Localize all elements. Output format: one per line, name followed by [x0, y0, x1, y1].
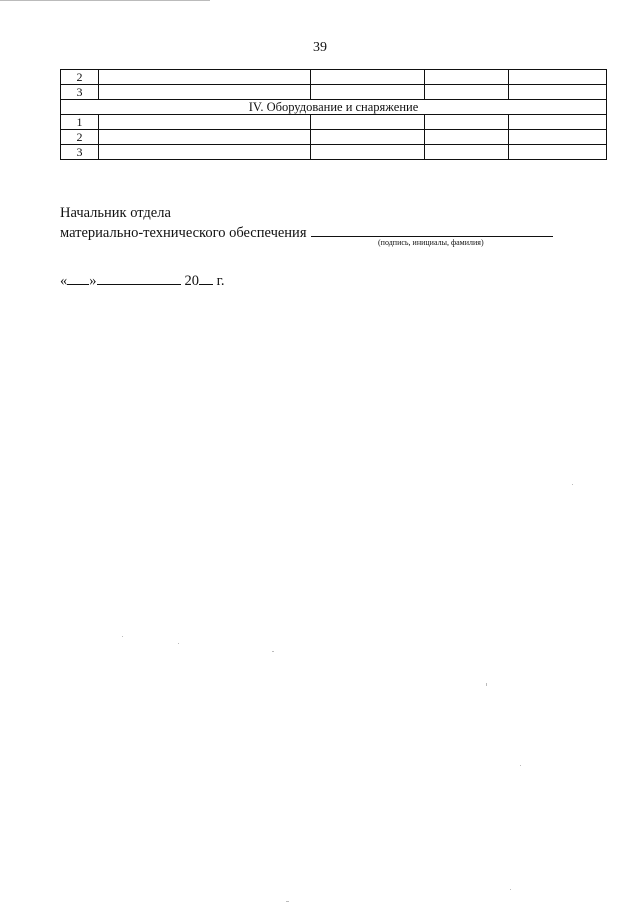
scan-speck — [572, 484, 573, 485]
signature-title-line1: Начальник отдела — [60, 205, 171, 221]
table-cell — [509, 85, 607, 100]
table-row — [61, 70, 607, 85]
scan-speck — [286, 901, 289, 902]
table-cell — [99, 115, 311, 130]
date-year-blank — [199, 272, 213, 285]
row-number: 1 — [61, 115, 99, 130]
table-cell — [311, 145, 425, 160]
table-cell — [99, 70, 311, 85]
table-row — [61, 130, 607, 145]
equipment-table — [60, 69, 607, 160]
scan-speck — [510, 889, 511, 890]
signature-blank-line — [311, 222, 553, 237]
table-cell — [99, 145, 311, 160]
row-number: 3 — [61, 145, 99, 160]
date-year-prefix: 20 — [184, 273, 199, 289]
scan-speck — [272, 651, 274, 652]
scan-speck — [486, 683, 487, 686]
table-cell — [311, 115, 425, 130]
date-month-blank — [97, 272, 181, 285]
date-open-quote: « — [60, 273, 68, 289]
date-line — [60, 272, 225, 290]
date-day-blank — [67, 272, 89, 285]
row-number: 3 — [61, 85, 99, 100]
table-cell — [509, 145, 607, 160]
date-year-suffix: г. — [216, 273, 225, 289]
scan-speck — [122, 636, 123, 637]
scan-speck — [520, 765, 521, 766]
row-number: 2 — [61, 130, 99, 145]
table-row — [61, 145, 607, 160]
date-close-quote: » — [89, 273, 97, 289]
table-cell — [425, 130, 509, 145]
table-cell — [509, 70, 607, 85]
table-cell — [509, 115, 607, 130]
table-row — [61, 85, 607, 100]
table-cell — [509, 130, 607, 145]
scan-edge-line — [0, 0, 210, 1]
table-cell — [425, 115, 509, 130]
signature-department: материально-технического обеспечения — [60, 225, 307, 241]
section-row — [61, 100, 607, 115]
signature-block — [60, 204, 553, 242]
table-cell — [425, 70, 509, 85]
signature-hint: (подпись, инициалы, фамилия) — [378, 238, 484, 247]
section-title: IV. Оборудование и снаряжение — [61, 100, 607, 115]
table-cell — [425, 145, 509, 160]
table-cell — [311, 130, 425, 145]
row-number: 2 — [61, 70, 99, 85]
table-cell — [311, 85, 425, 100]
page-number: 39 — [313, 40, 327, 55]
table-cell — [311, 70, 425, 85]
table-cell — [425, 85, 509, 100]
table-cell — [99, 85, 311, 100]
table-row — [61, 115, 607, 130]
table-cell — [99, 130, 311, 145]
scan-speck — [178, 643, 179, 644]
